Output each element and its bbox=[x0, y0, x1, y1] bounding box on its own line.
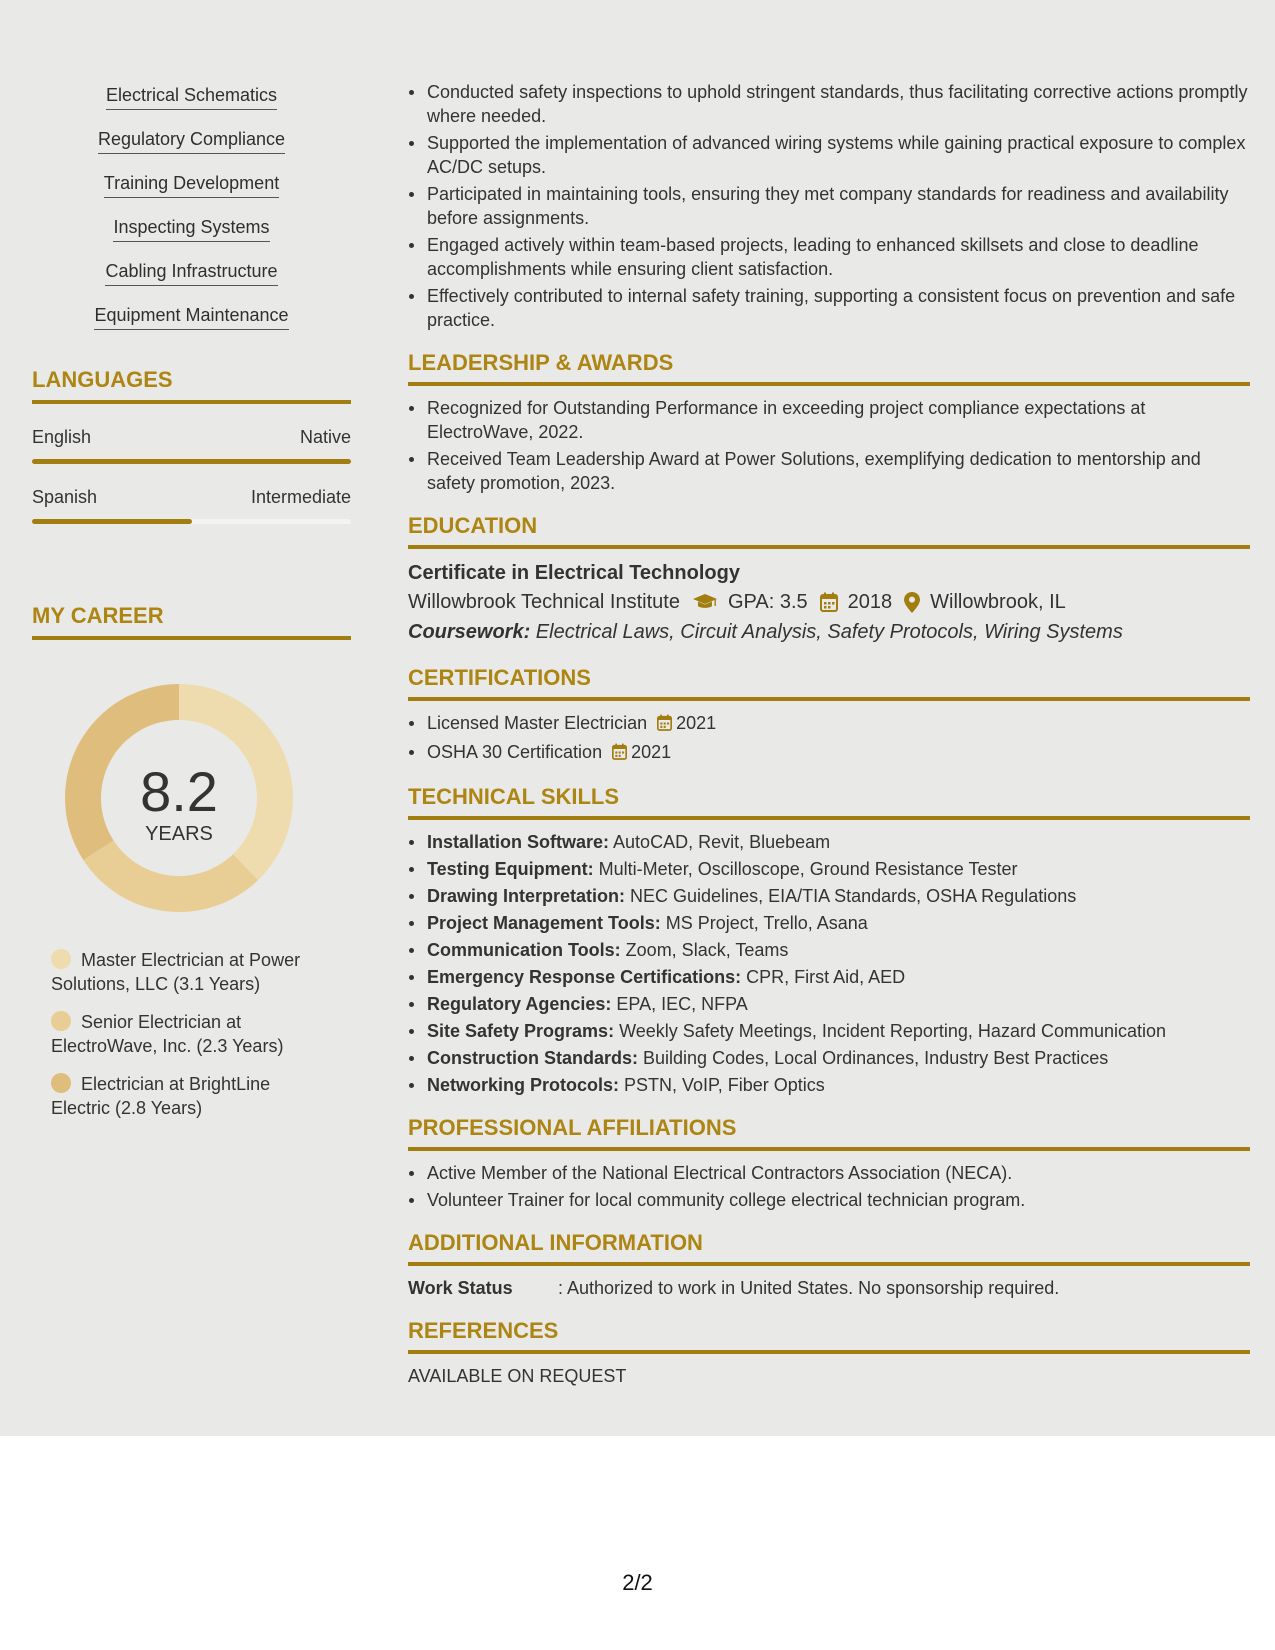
language-entry bbox=[32, 426, 351, 464]
additional-info-section bbox=[408, 1229, 1250, 1300]
language-entry bbox=[32, 486, 351, 524]
references-section bbox=[408, 1317, 1250, 1388]
language-level: Native bbox=[299, 427, 351, 447]
calendar-icon bbox=[820, 592, 838, 612]
career-legend-item: Master Electrician at Power Solutions, LLC (3.1 Years) bbox=[51, 950, 301, 994]
additional-info-heading: ADDITIONAL INFORMATION bbox=[408, 1229, 1250, 1266]
experience-bullet: Participated in maintaining tools, ensuring they met company standards for readiness and availability before assignments. bbox=[408, 182, 1250, 230]
skill-item: Inspecting Systems bbox=[32, 216, 351, 242]
language-proficiency-bar bbox=[32, 519, 351, 524]
technical-skills-heading: TECHNICAL SKILLS bbox=[408, 783, 1250, 820]
technical-skill-item: Installation Software: AutoCAD, Revit, Bluebeam bbox=[408, 830, 1250, 854]
right-column bbox=[408, 80, 1250, 1388]
skill-item: Equipment Maintenance bbox=[32, 304, 351, 330]
technical-skill-item: Emergency Response Certifications: CPR, First Aid, AED bbox=[408, 965, 1250, 989]
skill-item: Cabling Infrastructure bbox=[32, 260, 351, 286]
certification-item: Licensed Master Electrician 2021 bbox=[408, 711, 1250, 737]
work-status-row bbox=[408, 1276, 1250, 1300]
work-status-value: : Authorized to work in United States. No sponsorship required. bbox=[558, 1278, 1060, 1298]
affiliations-heading: PROFESSIONAL AFFILIATIONS bbox=[408, 1114, 1250, 1151]
education-degree: Certificate in Electrical Technology bbox=[408, 562, 740, 584]
skill-item: Training Development bbox=[32, 172, 351, 198]
graduation-cap-icon bbox=[692, 593, 718, 611]
affiliation-item: Volunteer Trainer for local community college electrical technician program. bbox=[408, 1188, 1250, 1212]
references-text: AVAILABLE ON REQUEST bbox=[408, 1366, 627, 1386]
legend-dot-icon bbox=[51, 1073, 71, 1093]
certification-item: OSHA 30 Certification 2021 bbox=[408, 740, 1250, 766]
affiliations-section bbox=[408, 1114, 1250, 1212]
education-section bbox=[408, 512, 1250, 647]
education-gpa: GPA: 3.5 bbox=[727, 591, 808, 613]
language-level: Intermediate bbox=[250, 487, 351, 507]
career-heading: MY CAREER bbox=[32, 602, 351, 640]
work-status-label: Work Status bbox=[408, 1278, 513, 1298]
experience-bullet: Effectively contributed to internal safety training, supporting a consistent focus on prevention and safe practice. bbox=[408, 284, 1250, 332]
language-proficiency-bar bbox=[32, 459, 351, 464]
legend-dot-icon bbox=[51, 949, 71, 969]
technical-skill-item: Communication Tools: Zoom, Slack, Teams bbox=[408, 938, 1250, 962]
education-year: 2018 bbox=[847, 591, 893, 613]
career-total-unit: YEARS bbox=[145, 823, 213, 845]
skill-item: Regulatory Compliance bbox=[32, 128, 351, 154]
education-meta bbox=[408, 587, 1250, 617]
experience-bullets bbox=[408, 80, 1250, 332]
leadership-bullet: Received Team Leadership Award at Power Solutions, exemplifying dedication to mentorship and safety promotion, 2023. bbox=[408, 447, 1250, 495]
education-location: Willowbrook, IL bbox=[930, 591, 1066, 613]
certifications-heading: CERTIFICATIONS bbox=[408, 664, 1250, 701]
technical-skill-item: Site Safety Programs: Weekly Safety Meetings, Incident Reporting, Hazard Communication bbox=[408, 1019, 1250, 1043]
skill-item: Electrical Schematics bbox=[32, 84, 351, 110]
languages-heading: LANGUAGES bbox=[32, 366, 351, 404]
technical-skill-item: Regulatory Agencies: EPA, IEC, NFPA bbox=[408, 992, 1250, 1016]
career-total-years: 8.2 bbox=[140, 760, 218, 823]
technical-skill-item: Networking Protocols: PSTN, VoIP, Fiber Optics bbox=[408, 1073, 1250, 1097]
education-coursework: Coursework: Electrical Laws, Circuit Analysis, Safety Protocols, Wiring Systems bbox=[408, 621, 1123, 643]
experience-bullet: Supported the implementation of advanced wiring systems while gaining practical exposure to complex AC/DC setups. bbox=[408, 131, 1250, 179]
technical-skills-section bbox=[408, 783, 1250, 1097]
calendar-icon bbox=[612, 742, 627, 766]
career-donut-chart bbox=[65, 684, 293, 912]
technical-skill-item: Project Management Tools: MS Project, Trello, Asana bbox=[408, 911, 1250, 935]
legend-dot-icon bbox=[51, 1011, 71, 1031]
page-number: 2/2 bbox=[622, 1570, 653, 1595]
affiliation-item: Active Member of the National Electrical Contractors Association (NECA). bbox=[408, 1161, 1250, 1185]
education-heading: EDUCATION bbox=[408, 512, 1250, 549]
leadership-section bbox=[408, 349, 1250, 495]
technical-skill-item: Construction Standards: Building Codes, Local Ordinances, Industry Best Practices bbox=[408, 1046, 1250, 1070]
education-school: Willowbrook Technical Institute bbox=[408, 591, 680, 613]
technical-skill-item: Drawing Interpretation: NEC Guidelines, EIA/TIA Standards, OSHA Regulations bbox=[408, 884, 1250, 908]
language-name: English bbox=[32, 427, 92, 447]
leadership-bullet: Recognized for Outstanding Performance in exceeding project compliance expectations at ElectroWave, 2022. bbox=[408, 396, 1250, 444]
experience-bullet: Engaged actively within team-based projects, leading to enhanced skillsets and close to deadline accomplishments while ensuring client satisfaction. bbox=[408, 233, 1250, 281]
skills-list bbox=[32, 84, 351, 330]
career-legend bbox=[51, 948, 331, 1120]
experience-bullet: Conducted safety inspections to uphold stringent standards, thus facilitating corrective actions promptly where needed. bbox=[408, 80, 1250, 128]
left-column bbox=[32, 84, 351, 1134]
career-legend-item: Electrician at BrightLine Electric (2.8 Years) bbox=[51, 1074, 271, 1118]
references-heading: REFERENCES bbox=[408, 1317, 1250, 1354]
leadership-heading: LEADERSHIP & AWARDS bbox=[408, 349, 1250, 386]
certifications-section bbox=[408, 664, 1250, 766]
language-name: Spanish bbox=[32, 487, 98, 507]
career-legend-item: Senior Electrician at ElectroWave, Inc. (2.3 Years) bbox=[51, 1012, 284, 1056]
technical-skill-item: Testing Equipment: Multi-Meter, Oscilloscope, Ground Resistance Tester bbox=[408, 857, 1250, 881]
calendar-icon bbox=[657, 713, 672, 737]
location-pin-icon bbox=[904, 592, 920, 613]
